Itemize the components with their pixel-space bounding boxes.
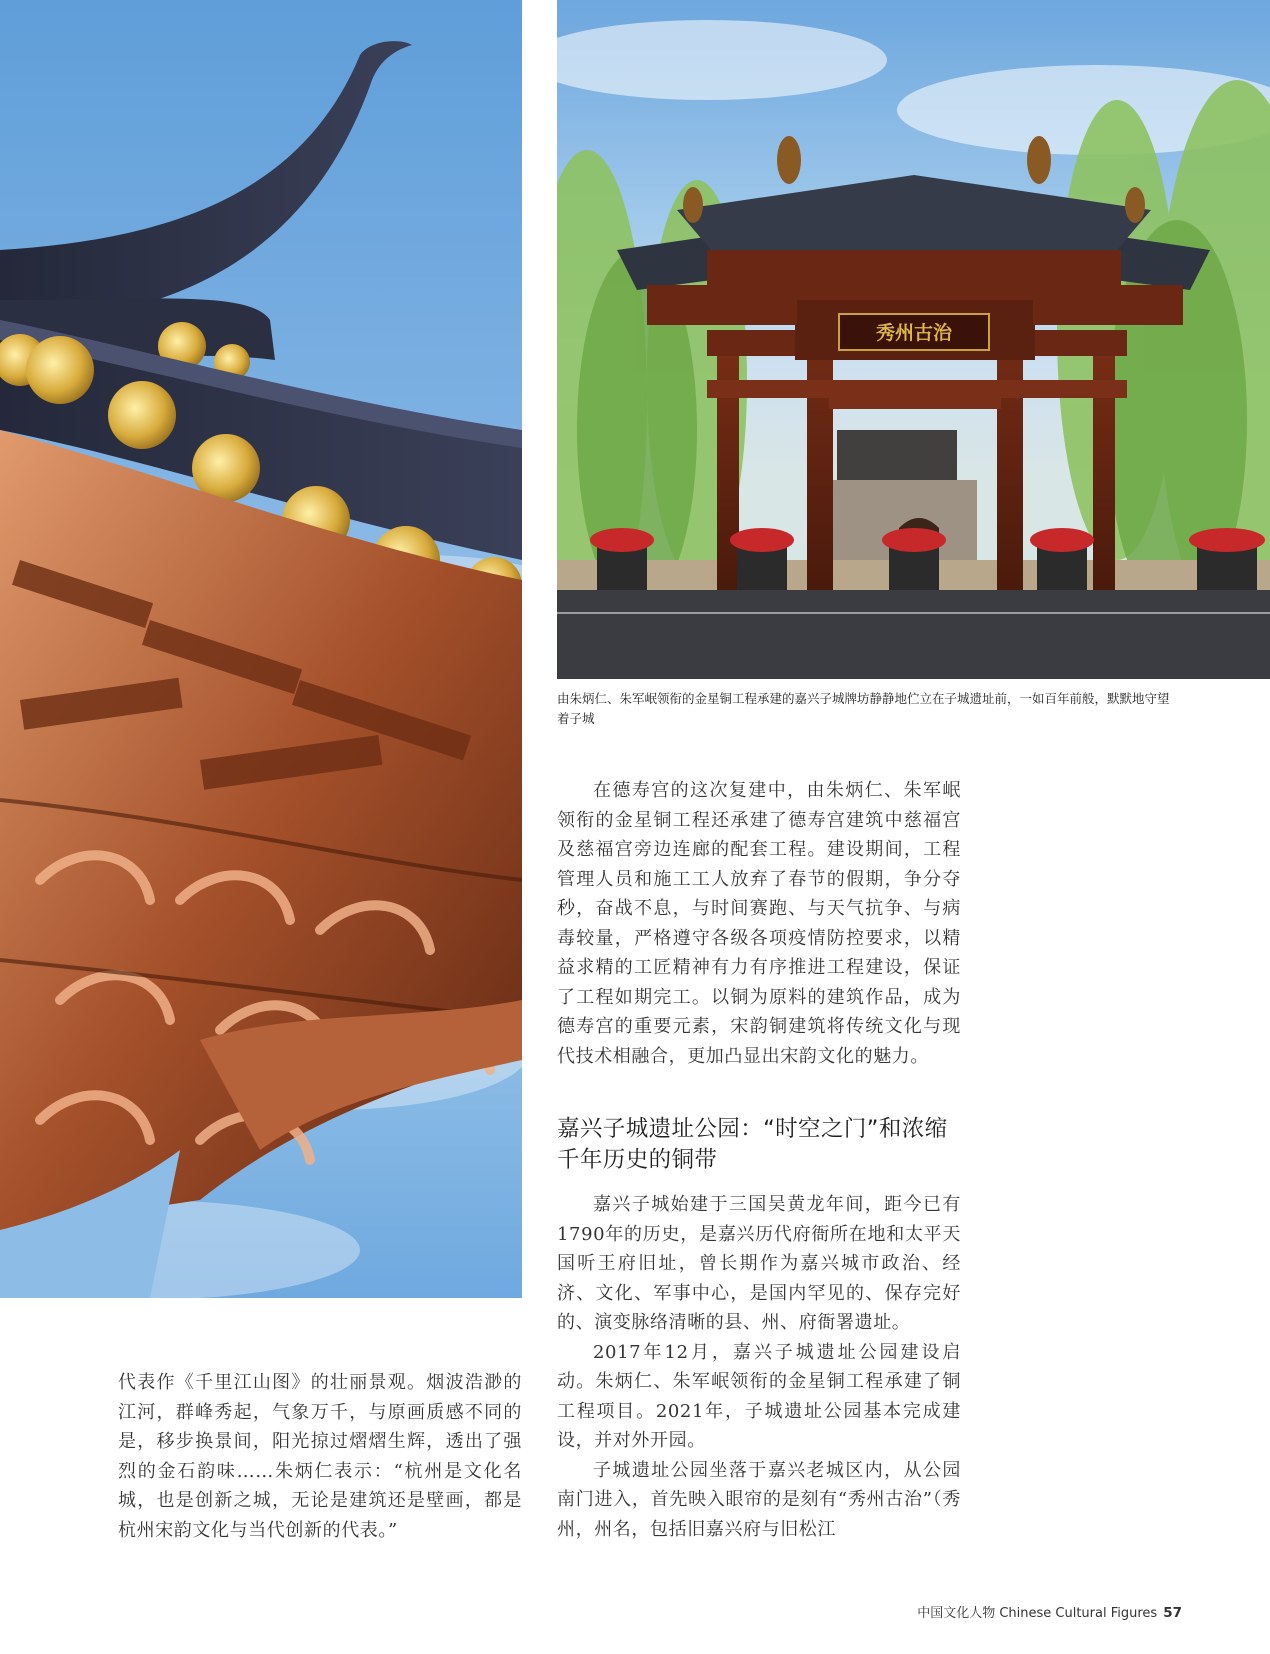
photo-caption: 由朱炳仁、朱军岷领衔的金星铜工程承建的嘉兴子城牌坊静静地伫立在子城遗址前，一如百年前般，默默地守望着子城 bbox=[557, 691, 1170, 726]
page-footer bbox=[917, 1602, 1182, 1621]
archway-illustration bbox=[557, 0, 1270, 679]
body-text-right-top bbox=[557, 776, 961, 1071]
paragraph: 2017年12月，嘉兴子城遗址公园建设启动。朱炳仁、朱军岷领衔的金星铜工程承建了铜工程项目。2021年，子城遗址公园基本完成建设，并对外开园。 bbox=[557, 1341, 961, 1451]
archway-plaque-text: 秀州古治 bbox=[875, 322, 953, 344]
paragraph: 在德寿宫的这次复建中，由朱炳仁、朱军岷领衔的金星铜工程还承建了德寿宫建筑中慈福宫及慈福宫旁边连廊的配套工程。建设期间，工程管理人员和施工工人放弃了春节的假期，争分夺秒，奋战不息，与时间赛跑、与天气抗争、与病毒较量，严格遵守各级各项疫情防控要求，以精益求精的工匠精神有力有序推进工程建设，保证了工程如期完工。以铜为原料的建筑作品，成为德寿宫的重要元素，宋韵铜建筑将传统文化与现代技术相融合，更加凸显出宋韵文化的魅力。 bbox=[557, 780, 961, 1067]
bronze-eave-illustration bbox=[0, 0, 522, 1298]
archway-plaque bbox=[839, 314, 989, 350]
magazine-name: 中国文化人物 Chinese Cultural Figures bbox=[917, 1606, 1158, 1621]
photo-bronze-eave bbox=[0, 0, 522, 1298]
paragraph: 代表作《千里江山图》的壮丽景观。烟波浩渺的江河，群峰秀起，气象万千，与原画质感不同的是，移步换景间，阳光掠过熠熠生辉，透出了强烈的金石韵味……朱炳仁表示：“杭州是文化名城，也是创新之城，无论是建筑还是壁画，都是杭州宋韵文化与当代创新的代表。” bbox=[118, 1372, 522, 1541]
body-text-right-bottom bbox=[557, 1190, 961, 1544]
section-heading: 嘉兴子城遗址公园：“时空之门”和浓缩千年历史的铜带 bbox=[557, 1116, 948, 1173]
photo-jiaxing-archway bbox=[557, 0, 1270, 679]
page-number: 57 bbox=[1163, 1605, 1182, 1621]
paragraph: 子城遗址公园坐落于嘉兴老城区内，从公园南门进入，首先映入眼帘的是刻有“秀州古治”（秀州，州名，包括旧嘉兴府与旧松江 bbox=[557, 1459, 961, 1540]
body-text-left-bottom bbox=[118, 1368, 522, 1545]
paragraph: 嘉兴子城始建于三国吴黄龙年间，距今已有1790年的历史，是嘉兴历代府衙所在地和太平天国听王府旧址，曾长期作为嘉兴城市政治、经济、文化、军事中心，是国内罕见的、保存完好的、演变脉络清晰的县、州、府衙署遗址。 bbox=[557, 1194, 961, 1333]
